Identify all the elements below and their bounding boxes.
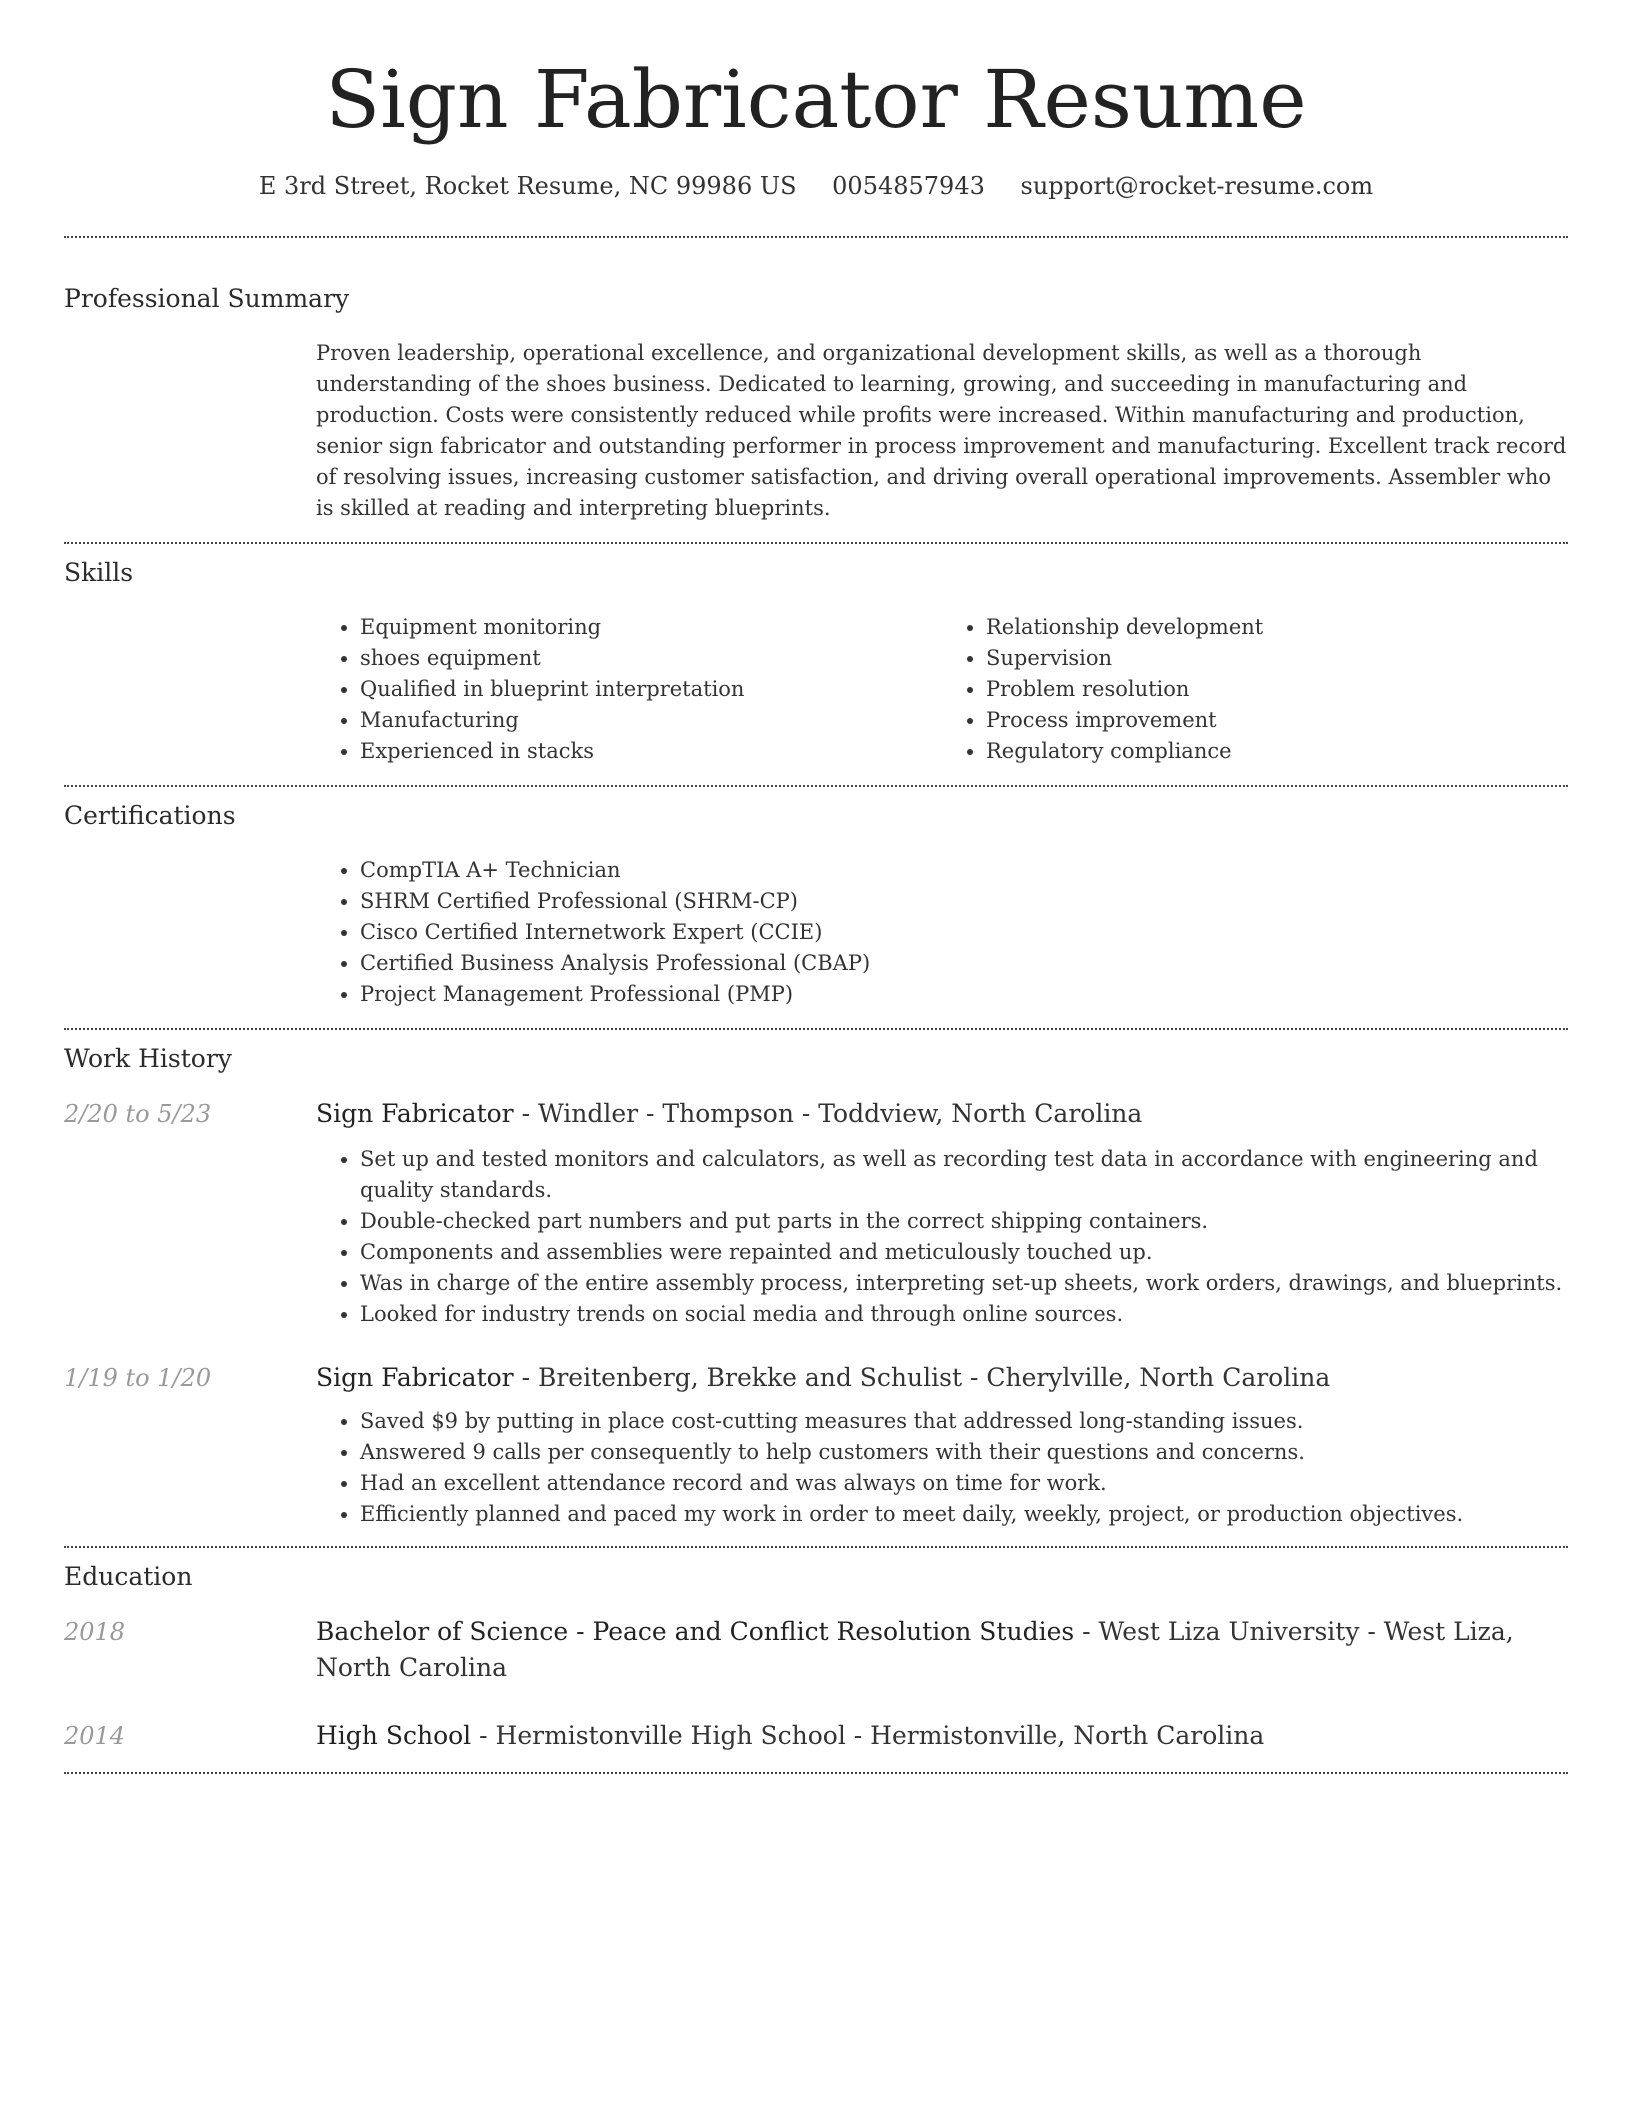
skills-list-right bbox=[942, 612, 1568, 767]
job-role: Sign Fabricator bbox=[316, 1363, 514, 1392]
resume-title: Sign Fabricator Resume bbox=[325, 53, 1307, 146]
job-duty: • Components and assemblies were repainted and meticulously touched up. bbox=[360, 1237, 1568, 1268]
skill-item: • Problem resolution bbox=[986, 674, 1568, 705]
job-duty: • Looked for industry trends on social media and through online sources. bbox=[360, 1299, 1568, 1330]
skill-item: • Relationship development bbox=[986, 612, 1568, 643]
contact-phone: 0054857943 bbox=[832, 172, 985, 200]
certification-item: • Certified Business Analysis Professional (CBAP) bbox=[360, 948, 1568, 979]
contact-line bbox=[64, 170, 1568, 202]
certifications-list bbox=[316, 855, 1568, 1010]
skill-item: • shoes equipment bbox=[360, 643, 942, 674]
skill-item: • Qualified in blueprint interpretation bbox=[360, 674, 942, 705]
contact-address: E 3rd Street, Rocket Resume, NC 99986 US bbox=[258, 172, 797, 200]
skills-heading: Skills bbox=[64, 558, 134, 587]
skills-section bbox=[64, 544, 1568, 785]
resume-header bbox=[64, 0, 1568, 202]
education-degree: High School bbox=[316, 1721, 472, 1750]
education-degree: Bachelor of Science - Peace and Conflict Resolution Studies bbox=[316, 1617, 1075, 1646]
certification-item: • Project Management Professional (PMP) bbox=[360, 979, 1568, 1010]
job-company: - Breitenberg, Brekke and Schulist - Cherylville, North Carolina bbox=[513, 1363, 1331, 1392]
job-title bbox=[316, 1096, 1568, 1132]
job-company: - Windler - Thompson - Toddview, North Carolina bbox=[513, 1099, 1143, 1128]
education-title bbox=[316, 1718, 1568, 1754]
job-dates: 2/20 to 5/23 bbox=[64, 1100, 212, 1128]
education-title bbox=[316, 1614, 1568, 1686]
education-heading: Education bbox=[64, 1562, 193, 1591]
skill-item: • Experienced in stacks bbox=[360, 736, 942, 767]
job-duty: • Was in charge of the entire assembly process, interpreting set-up sheets, work orders, drawings, and blueprints. bbox=[360, 1268, 1568, 1299]
education-section bbox=[64, 1548, 1568, 1772]
education-entry bbox=[64, 1718, 1568, 1754]
job-duty: • Answered 9 calls per consequently to help customers with their questions and concerns. bbox=[360, 1437, 1568, 1468]
summary-section bbox=[64, 238, 1568, 542]
job-title bbox=[316, 1360, 1568, 1396]
job-entry bbox=[64, 1096, 1568, 1330]
certification-item: • SHRM Certified Professional (SHRM-CP) bbox=[360, 886, 1568, 917]
job-duties bbox=[316, 1406, 1568, 1530]
skill-item: • Supervision bbox=[986, 643, 1568, 674]
work-history-section bbox=[64, 1030, 1568, 1546]
certifications-section bbox=[64, 787, 1568, 1028]
education-school: - West Liza University - West Liza, North Carolina bbox=[316, 1617, 1514, 1682]
skill-item: • Regulatory compliance bbox=[986, 736, 1568, 767]
skill-item: • Equipment monitoring bbox=[360, 612, 942, 643]
skill-item: • Manufacturing bbox=[360, 705, 942, 736]
job-duties bbox=[316, 1144, 1568, 1330]
section-divider bbox=[64, 1772, 1568, 1774]
summary-text: Proven leadership, operational excellence, and organizational development skills, as well as a thorough understanding of the shoes business. Dedicated to learning, growing, and succeeding in manufacturing and production. Costs were consistently reduced while profits were increased. Within manufacturing and production, senior sign fabricator and outstanding performer in process improvement and manufacturing. Excellent track record of resolving issues, increasing customer satisfaction, and driving overall operational improvements. Assembler who is skilled at reading and interpreting blueprints. bbox=[316, 341, 1567, 520]
skill-item: • Process improvement bbox=[986, 705, 1568, 736]
education-school: - Hermistonville High School - Hermistonville, North Carolina bbox=[471, 1721, 1265, 1750]
job-duty: • Saved $9 by putting in place cost-cutting measures that addressed long-standing issues. bbox=[360, 1406, 1568, 1437]
certification-item: • CompTIA A+ Technician bbox=[360, 855, 1568, 886]
certification-item: • Cisco Certified Internetwork Expert (CCIE) bbox=[360, 917, 1568, 948]
education-entry bbox=[64, 1614, 1568, 1686]
work-history-heading: Work History bbox=[64, 1044, 232, 1073]
job-duty: • Had an excellent attendance record and was always on time for work. bbox=[360, 1468, 1568, 1499]
job-entry bbox=[64, 1360, 1568, 1530]
job-duty: • Efficiently planned and paced my work in order to meet daily, weekly, project, or production objectives. bbox=[360, 1499, 1568, 1530]
summary-heading: Professional Summary bbox=[64, 284, 350, 313]
job-role: Sign Fabricator bbox=[316, 1099, 514, 1128]
job-duty: • Set up and tested monitors and calculators, as well as recording test data in accordance with engineering and quality standards. bbox=[360, 1144, 1568, 1206]
certifications-heading: Certifications bbox=[64, 801, 236, 830]
contact-email: support@rocket-resume.com bbox=[1020, 172, 1374, 200]
education-year: 2018 bbox=[64, 1618, 126, 1646]
skills-list-left bbox=[316, 612, 942, 767]
job-dates: 1/19 to 1/20 bbox=[64, 1364, 212, 1392]
education-year: 2014 bbox=[64, 1722, 126, 1750]
job-duty: • Double-checked part numbers and put parts in the correct shipping containers. bbox=[360, 1206, 1568, 1237]
